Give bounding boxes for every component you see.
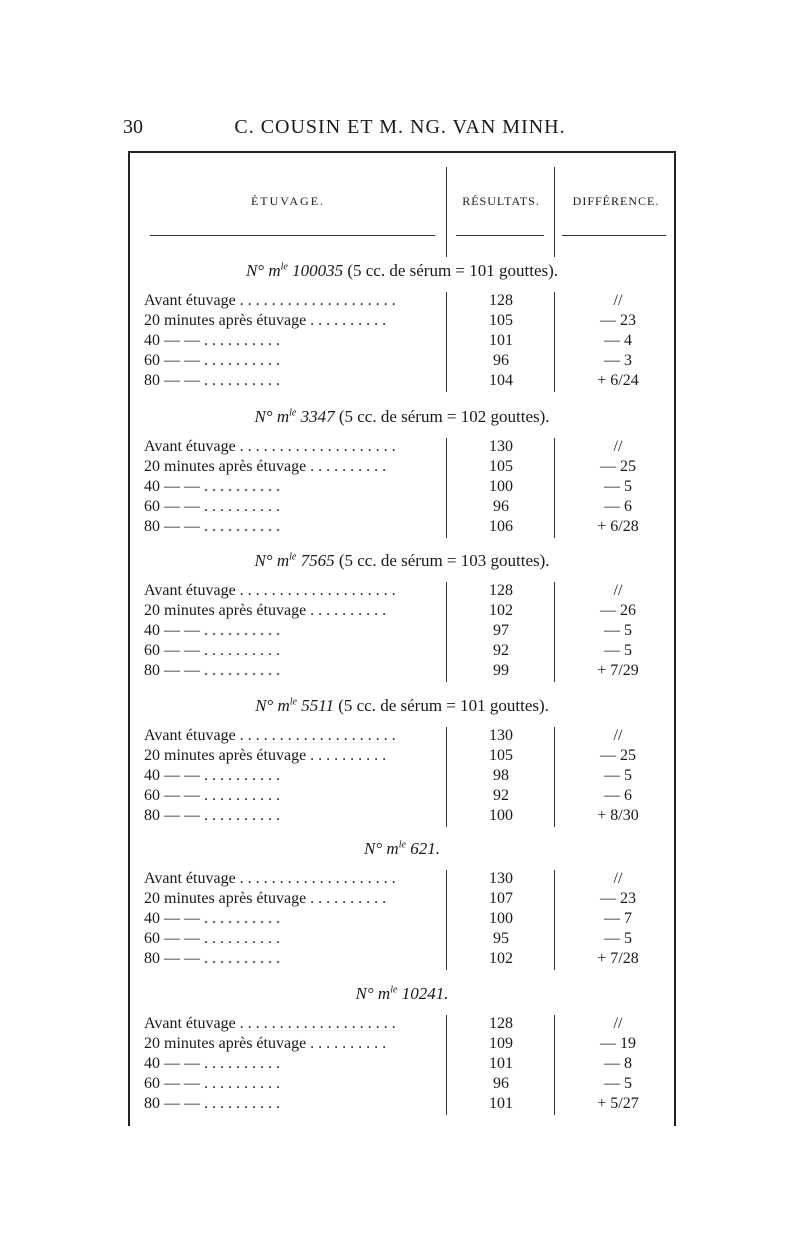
row-result: 128 [489,582,513,599]
sample-rows [130,727,674,827]
running-head [0,116,800,142]
sample-rows [130,292,674,392]
row-result: 99 [493,662,509,679]
table-row [130,602,674,622]
table-row [130,292,674,312]
row-result: 107 [489,890,513,907]
row-result: 106 [489,518,513,535]
sample-title [130,551,674,571]
row-difference: // [613,870,623,887]
row-difference: — 5 [604,622,632,639]
row-result: 96 [493,498,509,515]
table-row [130,332,674,352]
row-label: 40 — — . . . . . . . . . . [144,910,280,927]
row-difference: — 6 [604,498,632,515]
row-result: 102 [489,950,513,967]
row-label: 60 — — . . . . . . . . . . [144,787,280,804]
sample-description: (5 cc. de sérum = 103 gouttes). [334,551,550,570]
table-row [130,1035,674,1055]
row-difference: — 5 [604,930,632,947]
column-divider [554,1015,555,1115]
row-label: Avant étuvage . . . . . . . . . . . . . . . . . . . . [144,870,396,887]
row-difference: — 8 [604,1055,632,1072]
row-result: 101 [489,1055,513,1072]
column-divider [446,1015,447,1115]
table-row [130,312,674,332]
row-difference: // [613,292,623,309]
row-result: 97 [493,622,509,639]
sample-id: 3347 [296,407,335,426]
table-row [130,372,674,392]
sample-number-suffix: le [289,407,297,419]
row-difference: — 5 [604,478,632,495]
table-row [130,498,674,518]
header-etuvage: ÉTUVAGE. [250,194,326,208]
row-result: 109 [489,1035,513,1052]
row-result: 96 [493,1075,509,1092]
row-difference: + 8/30 [597,807,639,824]
table-row [130,767,674,787]
row-result: 105 [489,312,513,329]
column-divider [446,292,447,392]
sample-rows [130,438,674,538]
row-label: 20 minutes après étuvage . . . . . . . . . . [144,890,387,907]
header-difference: DIFFÉRENCE. [572,194,660,208]
table-row [130,807,674,827]
table-row [130,727,674,747]
row-difference: — 4 [604,332,632,349]
sample-id: 621. [405,839,440,858]
row-label: 20 minutes après étuvage . . . . . . . . . . [144,312,387,329]
row-label: 40 — — . . . . . . . . . . [144,767,280,784]
row-difference: — 26 [600,602,636,619]
table-row [130,910,674,930]
results-table [128,151,676,1126]
row-difference: — 5 [604,642,632,659]
header-rule [150,235,435,236]
column-divider [446,582,447,682]
sample-title [130,696,674,716]
sample-id: 100035 [287,261,344,280]
table-row [130,458,674,478]
row-result: 101 [489,332,513,349]
row-label: 20 minutes après étuvage . . . . . . . . . . [144,602,387,619]
sample-title [130,261,674,281]
column-divider [446,727,447,827]
table-row [130,662,674,682]
row-result: 130 [489,438,513,455]
row-result: 105 [489,747,513,764]
row-difference: — 5 [604,767,632,784]
page-number: 30 [123,116,143,138]
sample-title [130,407,674,427]
header-divider [446,167,447,257]
row-label: 40 — — . . . . . . . . . . [144,622,280,639]
sample-number-prefix: N° m [245,261,281,280]
table-header [130,153,674,241]
row-difference: — 5 [604,1075,632,1092]
sample-description: (5 cc. de sérum = 101 gouttes). [343,261,559,280]
sample-title [130,839,674,859]
column-divider [554,582,555,682]
row-result: 130 [489,870,513,887]
table-row [130,950,674,970]
row-label: 40 — — . . . . . . . . . . [144,1055,280,1072]
header-resultats: RÉSULTATS. [462,194,540,208]
row-difference: — 25 [600,747,636,764]
row-label: 80 — — . . . . . . . . . . [144,662,280,679]
row-result: 92 [493,787,509,804]
sample-rows [130,1015,674,1115]
row-difference: + 6/28 [597,518,639,535]
table-row [130,930,674,950]
row-result: 104 [489,372,513,389]
column-divider [446,870,447,970]
header-divider [554,167,555,257]
row-label: Avant étuvage . . . . . . . . . . . . . . . . . . . . [144,438,396,455]
header-rule [456,235,544,236]
row-difference: + 7/29 [597,662,639,679]
table-row [130,870,674,890]
table-row [130,1055,674,1075]
row-result: 98 [493,767,509,784]
table-row [130,1095,674,1115]
table-row [130,1015,674,1035]
column-divider [554,438,555,538]
row-label: Avant étuvage . . . . . . . . . . . . . . . . . . . . [144,727,396,744]
column-divider [554,870,555,970]
table-row [130,1075,674,1095]
row-difference: // [613,582,623,599]
row-result: 128 [489,1015,513,1032]
row-difference: — 3 [604,352,632,369]
page-authors: C. COUSIN ET M. NG. VAN MINH. [234,116,566,138]
sample-rows [130,582,674,682]
sample-rows [130,870,674,970]
row-difference: — 25 [600,458,636,475]
row-label: Avant étuvage . . . . . . . . . . . . . . . . . . . . [144,292,396,309]
column-divider [446,438,447,538]
row-difference: — 19 [600,1035,636,1052]
table-row [130,787,674,807]
row-result: 105 [489,458,513,475]
row-label: 40 — — . . . . . . . . . . [144,478,280,495]
sample-number-suffix: le [289,551,297,563]
sample-number-prefix: N° m [254,407,290,426]
sample-number-suffix: le [398,839,406,851]
sample-id: 5511 [296,696,334,715]
row-label: 20 minutes après étuvage . . . . . . . . . . [144,747,387,764]
sample-description: (5 cc. de sérum = 101 gouttes). [333,696,549,715]
column-divider [554,292,555,392]
row-difference: // [613,1015,623,1032]
sample-description: (5 cc. de sérum = 102 gouttes). [334,407,550,426]
table-row [130,478,674,498]
row-difference: // [613,727,623,744]
sample-number-prefix: N° m [364,839,399,858]
row-difference: + 6/24 [597,372,639,389]
row-result: 130 [489,727,513,744]
table-row [130,747,674,767]
row-label: 80 — — . . . . . . . . . . [144,1095,280,1112]
row-label: 60 — — . . . . . . . . . . [144,642,280,659]
table-row [130,352,674,372]
row-label: 20 minutes après étuvage . . . . . . . . . . [144,1035,387,1052]
row-result: 92 [493,642,509,659]
table-row [130,582,674,602]
row-result: 95 [493,930,509,947]
sample-id: 10241. [397,984,449,1003]
row-label: 60 — — . . . . . . . . . . [144,498,280,515]
row-label: 20 minutes après étuvage . . . . . . . . . . [144,458,387,475]
header-rule [562,235,666,236]
row-result: 101 [489,1095,513,1112]
sample-number-suffix: le [390,984,398,996]
table-row [130,518,674,538]
sample-number-prefix: N° m [254,551,290,570]
row-label: 60 — — . . . . . . . . . . [144,930,280,947]
table-row [130,622,674,642]
row-label: 80 — — . . . . . . . . . . [144,950,280,967]
row-difference: + 7/28 [597,950,639,967]
sample-number-prefix: N° m [255,696,290,715]
row-result: 100 [489,910,513,927]
column-divider [554,727,555,827]
row-difference: — 23 [600,890,636,907]
row-label: 80 — — . . . . . . . . . . [144,372,280,389]
table-row [130,890,674,910]
row-label: 40 — — . . . . . . . . . . [144,332,280,349]
row-label: Avant étuvage . . . . . . . . . . . . . . . . . . . . [144,582,396,599]
row-difference: — 7 [604,910,632,927]
row-label: 60 — — . . . . . . . . . . [144,352,280,369]
sample-number-prefix: N° m [355,984,391,1003]
row-label: 80 — — . . . . . . . . . . [144,518,280,535]
row-result: 102 [489,602,513,619]
row-result: 96 [493,352,509,369]
row-difference: — 6 [604,787,632,804]
row-difference: // [613,438,623,455]
row-result: 128 [489,292,513,309]
table-row [130,642,674,662]
sample-number-suffix: le [289,696,297,708]
table-row [130,438,674,458]
row-result: 100 [489,478,513,495]
row-label: 80 — — . . . . . . . . . . [144,807,280,824]
sample-number-suffix: le [280,261,288,273]
sample-id: 7565 [296,551,335,570]
row-difference: + 5/27 [597,1095,639,1112]
row-label: Avant étuvage . . . . . . . . . . . . . . . . . . . . [144,1015,396,1032]
row-label: 60 — — . . . . . . . . . . [144,1075,280,1092]
row-result: 100 [489,807,513,824]
row-difference: — 23 [600,312,636,329]
sample-title [130,984,674,1004]
